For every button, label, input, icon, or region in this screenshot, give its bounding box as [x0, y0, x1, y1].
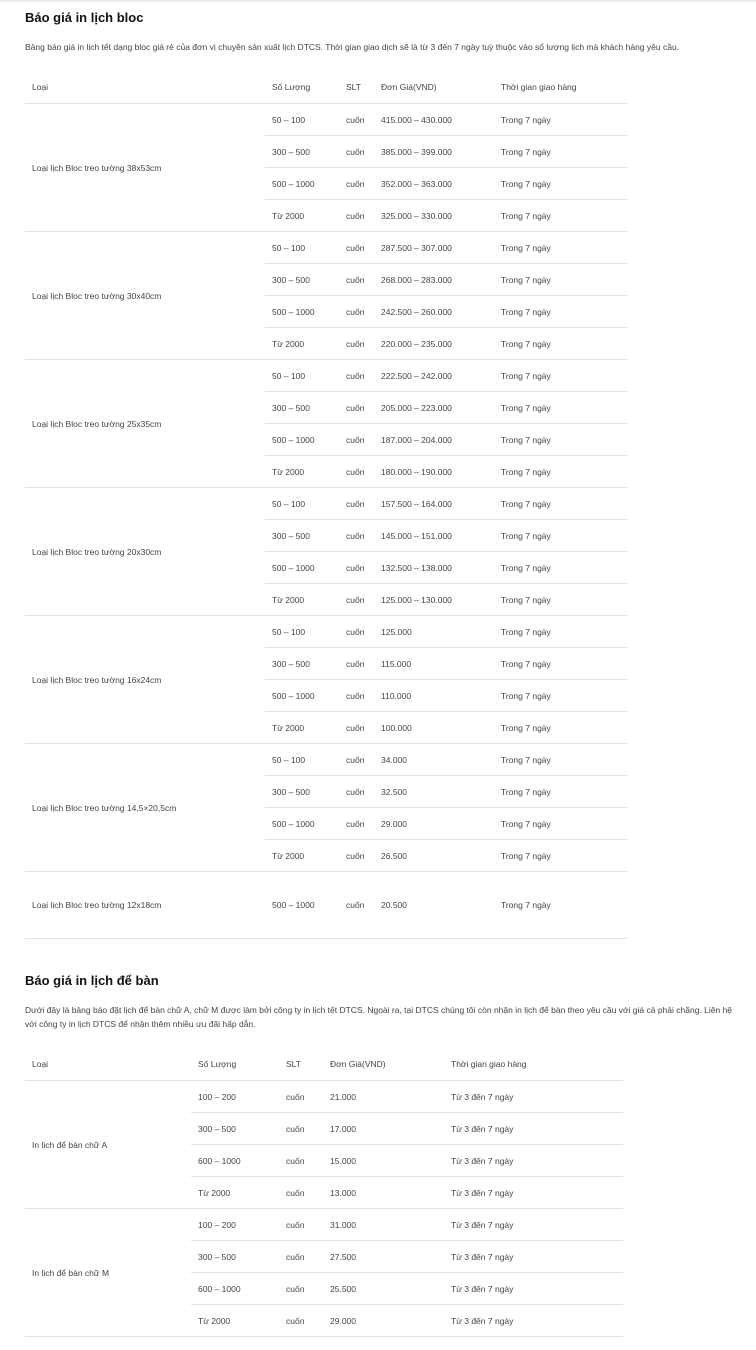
unit-cell: cuốn	[339, 616, 374, 648]
delivery-time-cell: Trong 7 ngày	[494, 456, 628, 488]
unit-cell: cuốn	[339, 872, 374, 939]
quantity-cell: 500 – 1000	[265, 168, 339, 200]
section-title: Báo giá in lịch để bàn	[25, 973, 159, 988]
quantity-cell: 100 – 200	[191, 1081, 279, 1113]
price-cell: 17.000	[323, 1113, 444, 1145]
quantity-cell: 300 – 500	[265, 264, 339, 296]
desk-price-table	[25, 1047, 623, 1337]
quantity-cell: 300 – 500	[265, 392, 339, 424]
unit-cell: cuốn	[279, 1305, 323, 1337]
unit-cell: cuốn	[339, 584, 374, 616]
desk-calendar-section	[25, 972, 745, 1337]
delivery-time-cell: Trong 7 ngày	[494, 840, 628, 872]
quantity-cell: 500 – 1000	[265, 872, 339, 939]
price-cell: 145.000 – 151.000	[374, 520, 494, 552]
delivery-time-cell: Từ 3 đến 7 ngày	[444, 1177, 623, 1209]
price-cell: 180.000 – 190.000	[374, 456, 494, 488]
quantity-cell: Từ 2000	[265, 456, 339, 488]
product-type-cell: Loại lịch Bloc treo tường 16x24cm	[25, 616, 265, 744]
quantity-cell: 500 – 1000	[265, 296, 339, 328]
unit-cell: cuốn	[339, 296, 374, 328]
price-cell: 157.500 – 164.000	[374, 488, 494, 520]
col-header-delivery: Thời gian giao hàng	[494, 70, 628, 104]
price-cell: 115.000	[374, 648, 494, 680]
bloc-price-table	[25, 70, 628, 939]
quantity-cell: 50 – 100	[265, 104, 339, 136]
price-cell: 21.000	[323, 1081, 444, 1113]
delivery-time-cell: Trong 7 ngày	[494, 648, 628, 680]
col-header-quantity: Số Lượng	[191, 1047, 279, 1081]
delivery-time-cell: Trong 7 ngày	[494, 872, 628, 939]
price-cell: 352.000 – 363.000	[374, 168, 494, 200]
col-header-price: Đơn Giá(VND)	[323, 1047, 444, 1081]
unit-cell: cuốn	[279, 1177, 323, 1209]
quantity-cell: 300 – 500	[265, 648, 339, 680]
delivery-time-cell: Trong 7 ngày	[494, 392, 628, 424]
delivery-time-cell: Trong 7 ngày	[494, 200, 628, 232]
quantity-cell: Từ 2000	[191, 1305, 279, 1337]
quantity-cell: 500 – 1000	[265, 680, 339, 712]
delivery-time-cell: Trong 7 ngày	[494, 808, 628, 840]
unit-cell: cuốn	[339, 200, 374, 232]
unit-cell: cuốn	[339, 136, 374, 168]
quantity-cell: 500 – 1000	[265, 552, 339, 584]
col-header-price: Đơn Giá(VND)	[374, 70, 494, 104]
price-cell: 220.000 – 235.000	[374, 328, 494, 360]
unit-cell: cuốn	[339, 648, 374, 680]
unit-cell: cuốn	[339, 840, 374, 872]
desk-table-body	[25, 1081, 623, 1337]
delivery-time-cell: Từ 3 đến 7 ngày	[444, 1081, 623, 1113]
quantity-cell: 600 – 1000	[191, 1145, 279, 1177]
price-cell: 132.500 – 138.000	[374, 552, 494, 584]
table-header-row	[25, 70, 628, 104]
delivery-time-cell: Từ 3 đến 7 ngày	[444, 1273, 623, 1305]
unit-cell: cuốn	[339, 168, 374, 200]
unit-cell: cuốn	[339, 456, 374, 488]
unit-cell: cuốn	[339, 776, 374, 808]
delivery-time-cell: Trong 7 ngày	[494, 360, 628, 392]
quantity-cell: 50 – 100	[265, 232, 339, 264]
table-row	[25, 232, 628, 264]
price-cell: 20.500	[374, 872, 494, 939]
delivery-time-cell: Trong 7 ngày	[494, 296, 628, 328]
col-header-quantity: Số Lượng	[265, 70, 339, 104]
price-cell: 415.000 – 430.000	[374, 104, 494, 136]
quantity-cell: Từ 2000	[265, 840, 339, 872]
unit-cell: cuốn	[339, 744, 374, 776]
delivery-time-cell: Trong 7 ngày	[494, 616, 628, 648]
price-cell: 125.000 – 130.000	[374, 584, 494, 616]
delivery-time-cell: Trong 7 ngày	[494, 424, 628, 456]
price-cell: 268.000 – 283.000	[374, 264, 494, 296]
product-type-cell: Loại lịch Bloc treo tường 25x35cm	[25, 360, 265, 488]
delivery-time-cell: Trong 7 ngày	[494, 520, 628, 552]
delivery-time-cell: Từ 3 đến 7 ngày	[444, 1145, 623, 1177]
table-row	[25, 104, 628, 136]
table-row	[25, 488, 628, 520]
price-cell: 385.000 – 399.000	[374, 136, 494, 168]
delivery-time-cell: Trong 7 ngày	[494, 232, 628, 264]
unit-cell: cuốn	[339, 360, 374, 392]
top-divider	[0, 0, 756, 2]
delivery-time-cell: Trong 7 ngày	[494, 168, 628, 200]
delivery-time-cell: Trong 7 ngày	[494, 712, 628, 744]
quantity-cell: Từ 2000	[265, 200, 339, 232]
unit-cell: cuốn	[339, 520, 374, 552]
delivery-time-cell: Trong 7 ngày	[494, 104, 628, 136]
delivery-time-cell: Từ 3 đến 7 ngày	[444, 1113, 623, 1145]
quantity-cell: 100 – 200	[191, 1209, 279, 1241]
price-cell: 187.000 – 204.000	[374, 424, 494, 456]
delivery-time-cell: Từ 3 đến 7 ngày	[444, 1305, 623, 1337]
unit-cell: cuốn	[339, 264, 374, 296]
delivery-time-cell: Trong 7 ngày	[494, 328, 628, 360]
quantity-cell: 500 – 1000	[265, 808, 339, 840]
product-type-cell: Loại lịch Bloc treo tường 30x40cm	[25, 232, 265, 360]
quantity-cell: 600 – 1000	[191, 1273, 279, 1305]
delivery-time-cell: Trong 7 ngày	[494, 136, 628, 168]
col-header-delivery: Thời gian giao hàng	[444, 1047, 623, 1081]
table-row	[25, 872, 628, 939]
quantity-cell: 500 – 1000	[265, 424, 339, 456]
delivery-time-cell: Trong 7 ngày	[494, 776, 628, 808]
unit-cell: cuốn	[339, 328, 374, 360]
price-cell: 222.500 – 242.000	[374, 360, 494, 392]
section-intro: Bảng báo giá in lịch tết dạng bloc giá rẻ của đơn vị chuyên sản xuất lịch DTCS. Thời gian giao dịch sẽ là từ 3 đến 7 ngày tuỳ thuộc vào số lượng lịch mà khách hàng yêu cầu.	[25, 42, 680, 52]
price-cell: 32.500	[374, 776, 494, 808]
section-intro: Dưới đây là bảng báo đặt lịch để bàn chữ A, chữ M được làm bởi công ty in lịch tết DTCS. Ngoài ra, tại DTCS chúng tôi còn nhận in lịch để bàn theo yêu cầu với giá cả phải chăng. Liên hệ với công ty in lịch DTCS để nhận thêm nhiều ưu đãi hấp dẫn.	[25, 1005, 733, 1029]
table-row	[25, 1081, 623, 1113]
delivery-time-cell: Trong 7 ngày	[494, 264, 628, 296]
price-cell: 31.000	[323, 1209, 444, 1241]
quantity-cell: Từ 2000	[265, 328, 339, 360]
product-type-cell: Loại lịch Bloc treo tường 38x53cm	[25, 104, 265, 232]
delivery-time-cell: Từ 3 đến 7 ngày	[444, 1209, 623, 1241]
price-cell: 26.500	[374, 840, 494, 872]
price-cell: 15.000	[323, 1145, 444, 1177]
col-header-type: Loại	[25, 1047, 191, 1081]
unit-cell: cuốn	[279, 1113, 323, 1145]
unit-cell: cuốn	[279, 1081, 323, 1113]
bloc-table-body	[25, 104, 628, 939]
unit-cell: cuốn	[339, 552, 374, 584]
price-cell: 242.500 – 260.000	[374, 296, 494, 328]
quantity-cell: Từ 2000	[191, 1177, 279, 1209]
price-cell: 325.000 – 330.000	[374, 200, 494, 232]
delivery-time-cell: Từ 3 đến 7 ngày	[444, 1241, 623, 1273]
unit-cell: cuốn	[339, 104, 374, 136]
quantity-cell: Từ 2000	[265, 712, 339, 744]
quantity-cell: 50 – 100	[265, 360, 339, 392]
price-cell: 34.000	[374, 744, 494, 776]
table-row	[25, 1209, 623, 1241]
quantity-cell: 300 – 500	[191, 1241, 279, 1273]
unit-cell: cuốn	[339, 712, 374, 744]
unit-cell: cuốn	[339, 392, 374, 424]
col-header-unit: SLT	[279, 1047, 323, 1081]
table-row	[25, 360, 628, 392]
delivery-time-cell: Trong 7 ngày	[494, 552, 628, 584]
quantity-cell: 50 – 100	[265, 488, 339, 520]
table-row	[25, 616, 628, 648]
quantity-cell: 300 – 500	[265, 776, 339, 808]
price-cell: 27.500	[323, 1241, 444, 1273]
product-type-cell: Loại lịch Bloc treo tường 14,5×20,5cm	[25, 744, 265, 872]
table-row	[25, 744, 628, 776]
product-type-cell: In lịch để bàn chữ M	[25, 1209, 191, 1337]
price-cell: 125.000	[374, 616, 494, 648]
unit-cell: cuốn	[339, 488, 374, 520]
unit-cell: cuốn	[339, 808, 374, 840]
unit-cell: cuốn	[279, 1273, 323, 1305]
unit-cell: cuốn	[339, 680, 374, 712]
product-type-cell: Loại lịch Bloc treo tường 12x18cm	[25, 872, 265, 939]
col-header-type: Loại	[25, 70, 265, 104]
delivery-time-cell: Trong 7 ngày	[494, 584, 628, 616]
price-cell: 29.000	[374, 808, 494, 840]
product-type-cell: In lịch để bàn chữ A	[25, 1081, 191, 1209]
bloc-calendar-section	[25, 9, 745, 939]
unit-cell: cuốn	[279, 1241, 323, 1273]
quantity-cell: 300 – 500	[265, 136, 339, 168]
price-cell: 13.000	[323, 1177, 444, 1209]
unit-cell: cuốn	[339, 424, 374, 456]
quantity-cell: 50 – 100	[265, 616, 339, 648]
unit-cell: cuốn	[339, 232, 374, 264]
quantity-cell: Từ 2000	[265, 584, 339, 616]
section-title: Báo giá in lịch bloc	[25, 10, 144, 25]
price-cell: 100.000	[374, 712, 494, 744]
unit-cell: cuốn	[279, 1209, 323, 1241]
table-header-row	[25, 1047, 623, 1081]
product-type-cell: Loại lịch Bloc treo tường 20x30cm	[25, 488, 265, 616]
price-cell: 110.000	[374, 680, 494, 712]
price-cell: 25.500	[323, 1273, 444, 1305]
quantity-cell: 50 – 100	[265, 744, 339, 776]
price-cell: 287.500 – 307.000	[374, 232, 494, 264]
price-cell: 29.000	[323, 1305, 444, 1337]
price-cell: 205.000 – 223.000	[374, 392, 494, 424]
unit-cell: cuốn	[279, 1145, 323, 1177]
quantity-cell: 300 – 500	[265, 520, 339, 552]
delivery-time-cell: Trong 7 ngày	[494, 744, 628, 776]
col-header-unit: SLT	[339, 70, 374, 104]
delivery-time-cell: Trong 7 ngày	[494, 680, 628, 712]
delivery-time-cell: Trong 7 ngày	[494, 488, 628, 520]
quantity-cell: 300 – 500	[191, 1113, 279, 1145]
